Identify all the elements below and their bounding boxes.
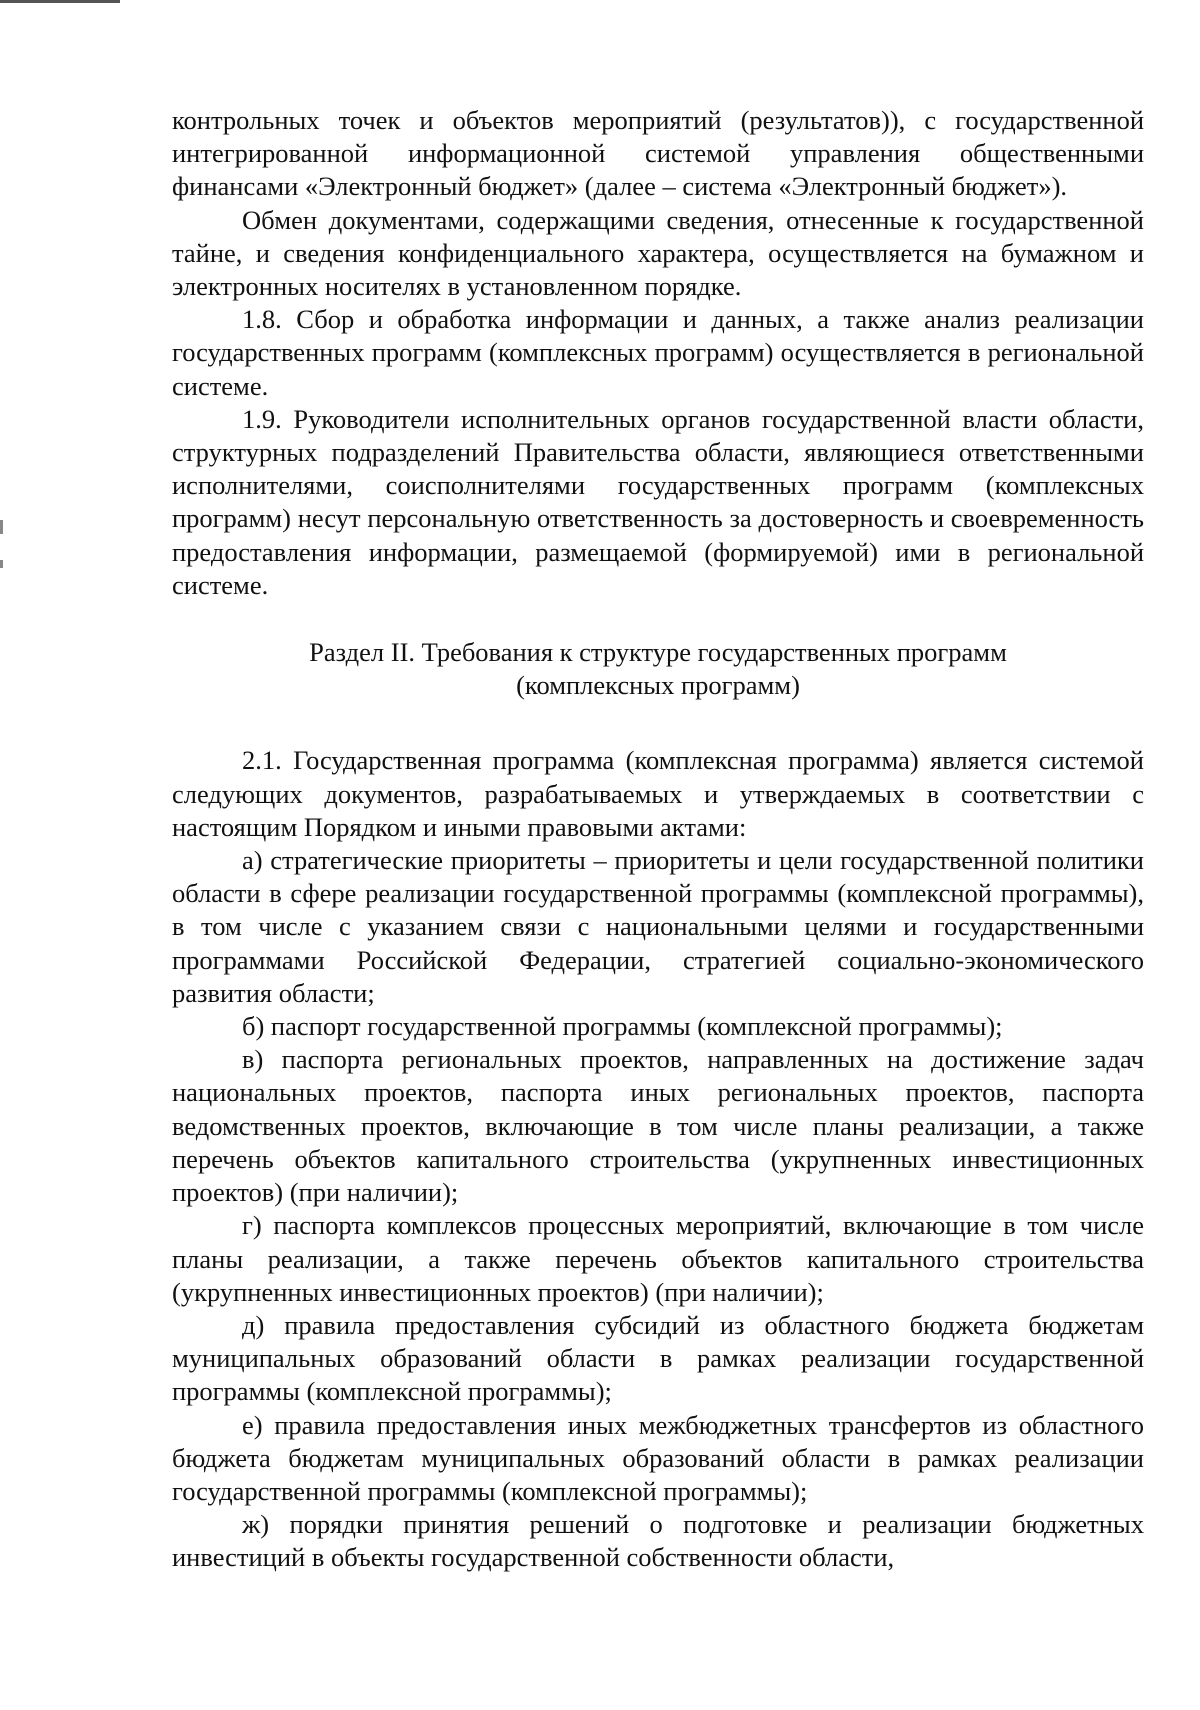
paragraph-1-8: 1.8. Сбор и обработка информации и данных, а также анализ реализации государственных программ (комплексных программ) осуществляется в региональной системе.	[172, 304, 1144, 401]
scan-top-mark	[0, 0, 120, 3]
paragraph-continuation: контрольных точек и объектов мероприятий (результатов)), с государственной интегрированной информационной системой управления общественными финансами «Электронный бюджет» (далее – система «Электронный бюджет»).	[172, 105, 1144, 202]
list-item-v: в) паспорта региональных проектов, направленных на достижение задач национальных проектов, паспорта иных региональных проектов, паспорта ведомственных проектов, включающие в том числе планы реализации, а также перечень объектов капитального строительства (укрупненных инвестиционных проектов) (при наличии);	[172, 1044, 1144, 1208]
list-item-zh: ж) порядки принятия решений о подготовке и реализации бюджетных инвестиций в объекты государственной собственности области,	[172, 1509, 1144, 1573]
section-heading-line-2: (комплексных программ)	[516, 670, 800, 701]
paragraph-exchange-documents: Обмен документами, содержащими сведения, отнесенные к государственной тайне, и сведения конфиденциального характера, осуществляется на бумажном и электронных носителях в установленном порядке.	[172, 204, 1144, 302]
section-heading	[172, 636, 1144, 702]
paragraph-2-1: 2.1. Государственная программа (комплексная программа) является системой следующих документов, разрабатываемых и утверждаемых в соответствии с настоящим Порядком и иными правовыми актами:	[172, 745, 1144, 842]
list-item-d: д) правила предоставления субсидий из областного бюджета бюджетам муниципальных образований области в рамках реализации государственной программы (комплексной программы);	[172, 1309, 1144, 1407]
paragraph-1-9: 1.9. Руководители исполнительных органов государственной власти области, структурных подразделений Правительства области, являющиеся ответственными исполнителями, соисполнителями государственных программ (комплексных программ) несут персональную ответственность за достоверность и своевременность предоставления информации, размещаемой (формируемой) ими в региональной системе.	[172, 403, 1144, 600]
section-heading-line-1: Раздел II. Требования к структуре государственных программ	[309, 637, 1007, 668]
scan-edge-mark	[0, 520, 3, 534]
list-item-a: а) стратегические приоритеты – приоритеты и цели государственной политики области в сфере реализации государственной программы (комплексной программы), в том числе с указанием связи с национальными целями и государственными программами Российской Федерации, стратегией социально-экономического развития области;	[172, 845, 1144, 1008]
list-item-b: б) паспорт государственной программы (комплексной программы);	[242, 1011, 1003, 1042]
list-item-e: е) правила предоставления иных межбюджетных трансфертов из областного бюджета бюджетам муниципальных образований области в рамках реализации государственной программы (комплексной программы);	[172, 1409, 1144, 1506]
document-page	[172, 104, 1144, 1575]
scan-edge-mark	[0, 560, 3, 568]
list-item-g: г) паспорта комплексов процессных мероприятий, включающие в том числе планы реализации, а также перечень объектов капитального строительства (укрупненных инвестиционных проектов) (при наличии);	[172, 1210, 1144, 1307]
